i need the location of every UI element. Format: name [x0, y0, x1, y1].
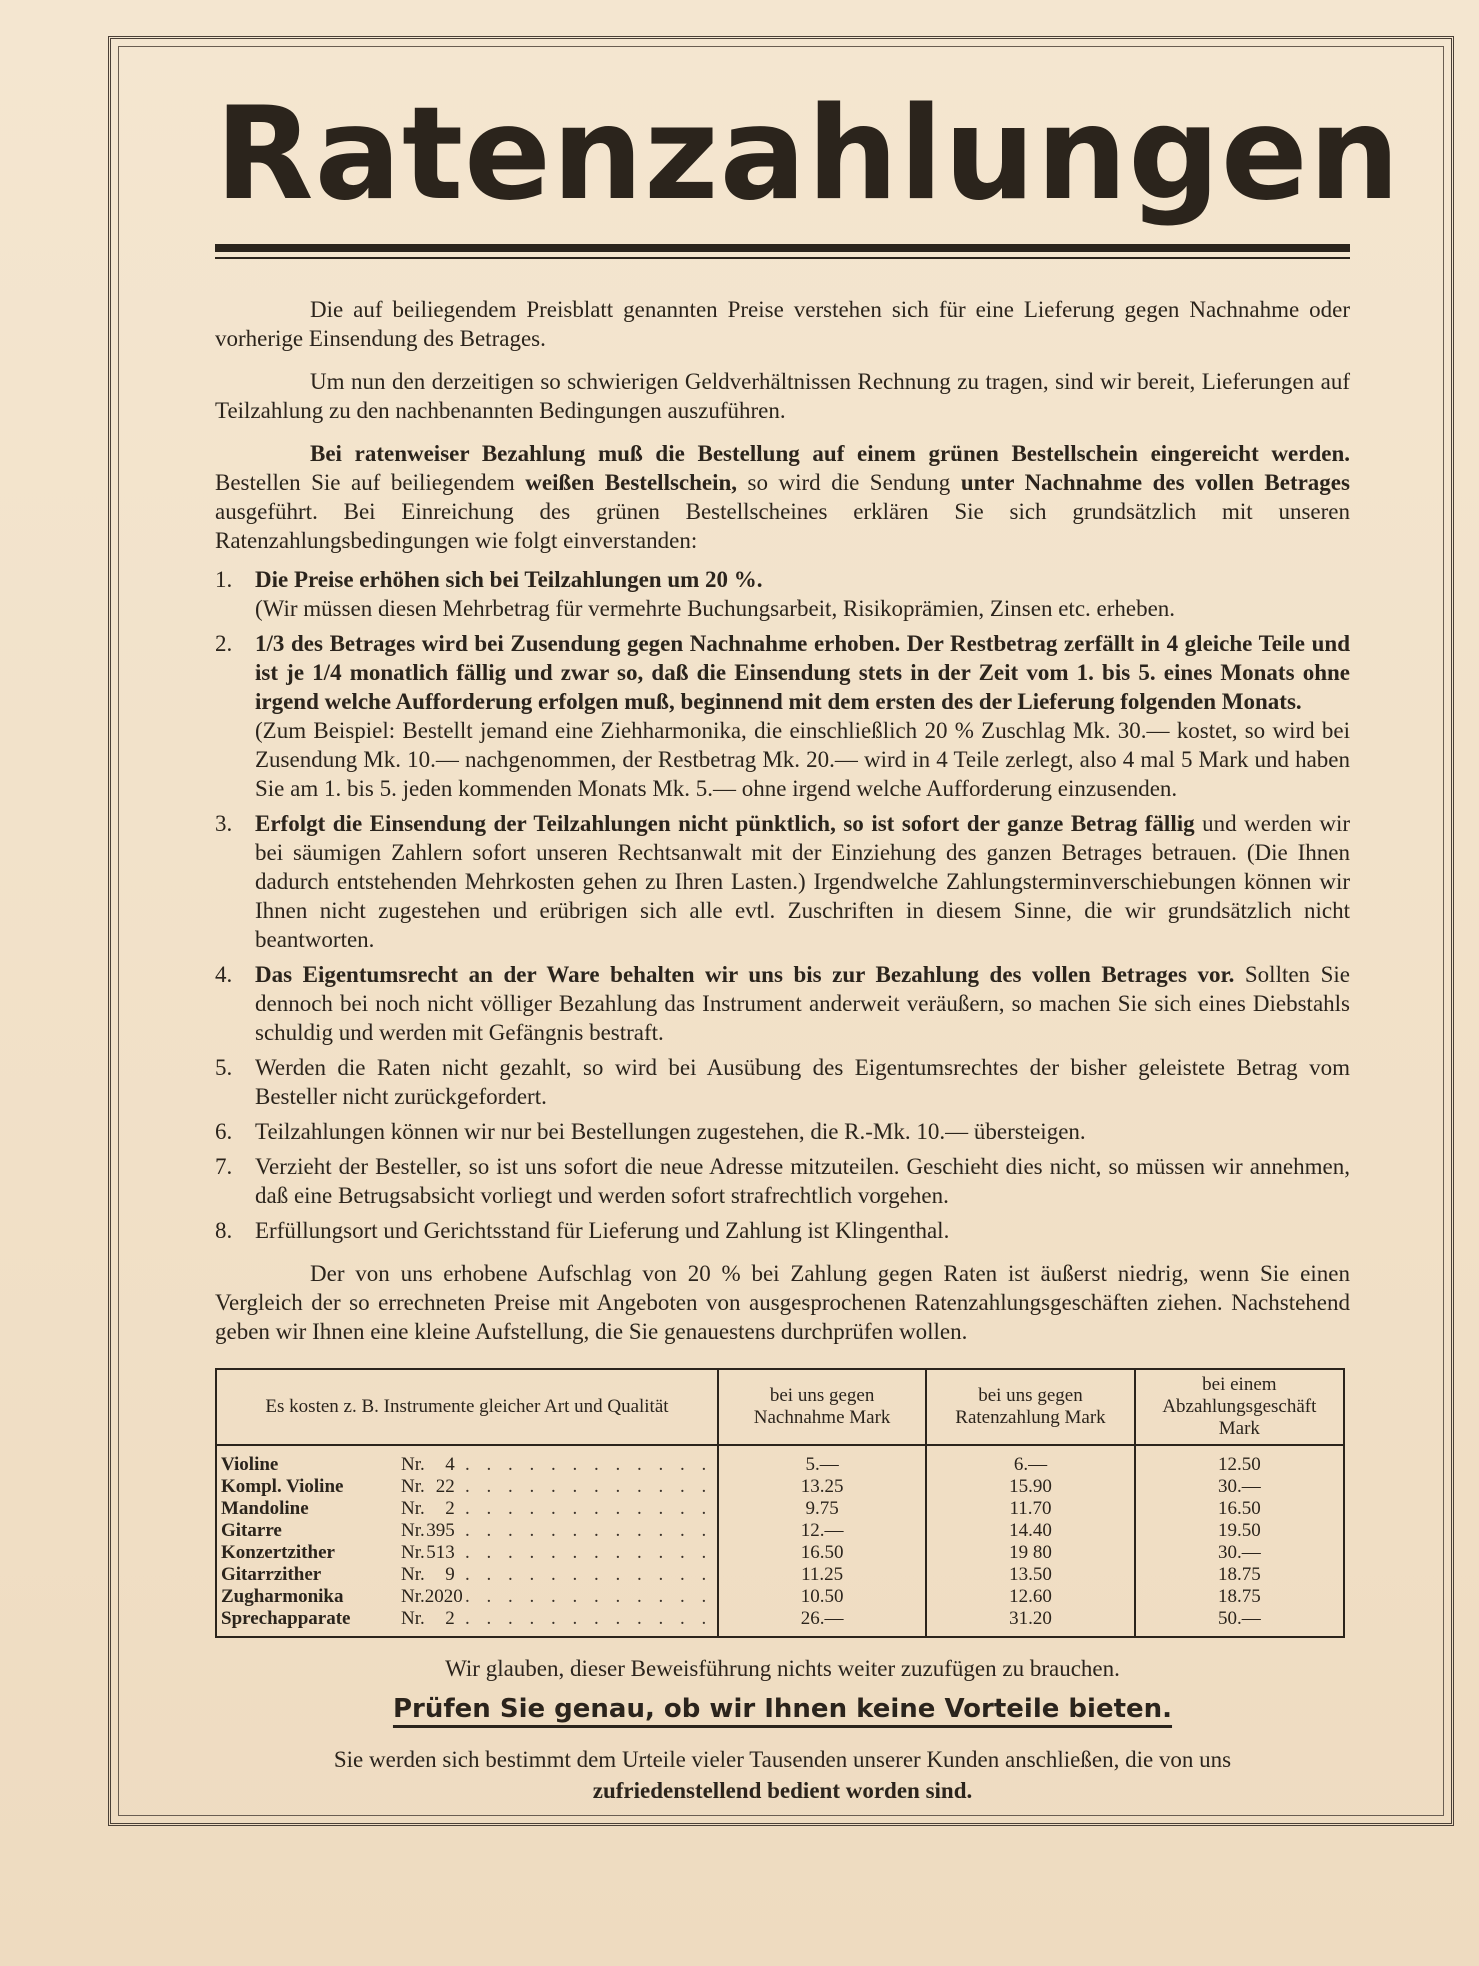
nr-cell	[401, 1542, 459, 1564]
cod-price: 10.50	[800, 1586, 844, 1607]
page-title: Ratenzahlungen	[215, 80, 1401, 229]
condition-item	[215, 629, 1350, 803]
installment-price: 31.20	[1009, 1608, 1052, 1629]
condition-item	[215, 1152, 1350, 1210]
conditions-list	[215, 565, 1350, 1245]
instrument-name: Zugharmonika	[221, 1586, 344, 1607]
nr-cell	[401, 1564, 459, 1586]
store-price: 30.—	[1217, 1542, 1261, 1563]
installment-price: 14.40	[1009, 1520, 1052, 1541]
condition-item	[215, 1117, 1350, 1146]
instrument-row: Gitarrzither Nr. 9 . . . . . . . . . . . .	[221, 1564, 713, 1585]
instrument-name: Gitarre	[221, 1520, 282, 1541]
instrument-row: Violine Nr. 4 . . . . . . . . . . . .	[221, 1454, 713, 1475]
instrument-row: Kompl. Violine Nr. 22 . . . . . . . . . . . .	[221, 1476, 713, 1497]
nr-label: Nr.	[401, 1498, 425, 1519]
intro-paragraph-2: Um nun den derzeitigen so schwierigen Geldverhältnissen Rechnung zu tragen, sind wir bereit, Lieferungen auf Teilzahlung zu den nachbenannten Bedingungen auszuführen.	[215, 369, 1350, 423]
intro-paragraph-1: Die auf beiliegendem Preisblatt genannten Preise verstehen sich für eine Lieferung gegen Nachnahme oder vorherige Einsendung des Betrages.	[215, 297, 1350, 351]
condition-item	[215, 1216, 1350, 1245]
cod-price: 16.50	[800, 1542, 844, 1563]
nr-label: Nr.	[401, 1520, 425, 1541]
item-number: 3.	[215, 811, 233, 836]
item-text: Teilzahlungen können wir nur bei Bestellungen zugestehen, die R.-Mk. 10.— übersteigen.	[255, 1119, 1086, 1144]
cash-on-delivery-label: unter Nachnahme des vollen Betrages	[960, 470, 1350, 495]
nr-cell	[401, 1520, 459, 1542]
nr-value: 395	[426, 1520, 455, 1541]
nr-label: Nr.	[401, 1586, 425, 1607]
title-rule-thick	[215, 244, 1350, 252]
closing-paragraph: Der von uns erhobene Aufschlag von 20 % bei Zahlung gegen Raten ist äußerst niedrig, wenn Sie einen Vergleich der so errechneten Preise mit Angeboten von ausgesprochenen Ratenzahlungsgeschäften ziehen. Nachstehend geben wir Ihnen eine kleine Aufstellung, die Sie genauestens durchprüfen wollen.	[215, 1261, 1350, 1344]
p3-text-2: so wird die Sendung	[737, 470, 961, 495]
item-text: Werden die Raten nicht gezahlt, so wird bei Ausübung des Eigentumsrechtes der bisher geleistete Betrag vom Besteller nicht zurückgefordert.	[255, 1055, 1350, 1109]
item-number: 2.	[215, 631, 233, 656]
footer-line-1: Wir glauben, dieser Beweisführung nichts weiter zuzufügen zu brauchen.	[445, 1656, 1120, 1681]
item-text: (Zum Beispiel: Bestellt jemand eine Ziehharmonika, die einschließlich 20 % Zuschlag Mk. 30.— kostet, so wird bei Zusendung Mk. 10.— nachgenommen, der Restbetrag Mk. 20.— wird in 4 Teile zerlegt, also 4 mal 5 Mark und haben Sie am 1. bis 5. jeden kommenden Monats Mk. 5.— ohne irgend welche Aufforderung einzusenden.	[255, 718, 1350, 801]
item-number: 8.	[215, 1218, 233, 1243]
table-header-row	[216, 1369, 1344, 1445]
item-number: 6.	[215, 1119, 233, 1144]
item-text: Erfüllungsort und Gerichtsstand für Lieferung und Zahlung ist Klingenthal.	[255, 1218, 950, 1243]
condition-item	[215, 960, 1350, 1047]
item-bold-text: Erfolgt die Einsendung der Teilzahlungen nicht pünktlich, so ist sofort der ganze Betrag fällig	[255, 811, 1195, 836]
installment-price: 11.70	[1009, 1498, 1052, 1519]
nr-value: 9	[445, 1564, 455, 1585]
header-cod: bei uns gegen Nachnahme Mark	[718, 1369, 926, 1445]
installment-price: 6.—	[1013, 1454, 1048, 1475]
instrument-name: Kompl. Violine	[221, 1476, 344, 1497]
cod-price: 13.25	[800, 1476, 844, 1497]
condition-item	[215, 565, 1350, 623]
header-installment-store: bei einem Abzahlungsgeschäft Mark	[1135, 1369, 1344, 1445]
cod-price: 26.—	[800, 1608, 844, 1629]
nr-label: Nr.	[401, 1476, 425, 1497]
condition-item	[215, 809, 1350, 954]
nr-value: 513	[426, 1542, 455, 1563]
installment-price: 13.50	[1009, 1564, 1052, 1585]
header-instrument: Es kosten z. B. Instrumente gleicher Art und Qualität	[216, 1369, 718, 1445]
item-number: 7.	[215, 1154, 233, 1179]
instrument-name: Gitarrzither	[221, 1564, 322, 1585]
item-number: 1.	[215, 567, 233, 592]
instrument-row: Konzertzither Nr.513 . . . . . . . . . . . .	[221, 1542, 713, 1563]
footer-section	[215, 1654, 1350, 1805]
instrument-name: Sprechapparate	[221, 1608, 351, 1629]
store-price: 18.75	[1217, 1586, 1261, 1607]
installment-price: 19 80	[1009, 1542, 1052, 1563]
instrument-row: Sprechapparate Nr. 2 . . . . . . . . . . . .	[221, 1608, 713, 1629]
footer-headline: Prüfen Sie genau, ob wir Ihnen keine Vorteile bieten.	[392, 1694, 1173, 1724]
price-comparison-table	[215, 1368, 1345, 1638]
nr-label: Nr.	[401, 1454, 425, 1475]
title-rule-thin	[215, 257, 1350, 259]
white-form-label: weißen Bestellschein,	[525, 470, 738, 495]
nr-value: 22	[435, 1476, 455, 1497]
item-text: Verzieht der Besteller, so ist uns sofort die neue Adresse mitzuteilen. Geschieht dies nicht, so müssen wir annehmen, daß eine Betrugsabsicht vorliegt und werden sofort strafrechtlich vorgehen.	[255, 1154, 1350, 1208]
p3-text-3: ausgeführt. Bei Einreichung des grünen Bestellscheines erklären Sie sich grundsätzlich mit unseren Ratenzahlungsbedingungen wie folgt einverstanden:	[215, 499, 1350, 553]
nr-value: 2020	[424, 1586, 463, 1607]
document-body	[215, 80, 1401, 1805]
store-price: 50.—	[1217, 1608, 1261, 1629]
cod-price: 12.—	[800, 1520, 844, 1541]
instrument-row: Zugharmonika Nr.2020 . . . . . . . . . . . .	[221, 1586, 713, 1607]
intro-section	[215, 295, 1350, 1346]
order-form-paragraph	[215, 439, 1350, 555]
nr-value: 2	[445, 1608, 455, 1629]
nr-label: Nr.	[401, 1564, 425, 1585]
nr-value: 4	[445, 1454, 455, 1475]
condition-item	[215, 1053, 1350, 1111]
instrument-name: Mandoline	[221, 1498, 309, 1519]
instrument-row: Gitarre Nr.395 . . . . . . . . . . . .	[221, 1520, 713, 1541]
item-bold-text: Das Eigentumsrecht an der Ware behalten wir uns bis zur Bezahlung des vollen Betrages vor.	[255, 962, 1235, 987]
nr-cell	[401, 1608, 459, 1630]
header-installment: bei uns gegen Ratenzahlung Mark	[926, 1369, 1134, 1445]
installment-price: 12.60	[1009, 1586, 1052, 1607]
instrument-row: Mandoline Nr. 2 . . . . . . . . . . . .	[221, 1498, 713, 1519]
item-text: Sollten Sie dennoch bei noch nicht völliger Bezahlung das Instrument anderweit veräußern, so machen Sie sich eines Diebstahls schuldig und werden mit Gefängnis bestraft.	[255, 962, 1350, 1045]
green-form-rule: Bei ratenweiser Bezahlung muß die Bestellung auf einem grünen Bestellschein eingereicht werden.	[310, 441, 1350, 466]
item-text: und werden wir bei säumigen Zahlern sofort unseren Rechtsanwalt mit der Einziehung des ganzen Betrages betrauen. (Die Ihnen dadurch entstehenden Mehrkosten gehen zu Ihren Lasten.) Irgendwelche Zahlungsterminverschiebungen können wir Ihnen nicht zugestehen und erübrigen sich alle evtl. Zuschriften in diesem Sinne, die wir grundsätzlich nicht beantworten.	[255, 811, 1350, 952]
nr-cell	[401, 1454, 459, 1476]
cod-price: 9.75	[805, 1498, 839, 1519]
instrument-column	[216, 1445, 718, 1637]
cod-price: 11.25	[801, 1564, 844, 1585]
instrument-name: Konzertzither	[221, 1542, 335, 1563]
installment-price: 15.90	[1009, 1476, 1052, 1497]
table-body-row	[216, 1445, 1344, 1637]
nr-label: Nr.	[401, 1542, 425, 1563]
store-price: 30.—	[1217, 1476, 1261, 1497]
cod-price: 5.—	[805, 1454, 839, 1475]
nr-cell	[401, 1498, 459, 1520]
cod-price-column	[718, 1445, 926, 1637]
nr-label: Nr.	[401, 1608, 425, 1629]
store-price-column	[1135, 1445, 1344, 1637]
nr-cell	[401, 1586, 463, 1608]
item-bold-text: Die Preise erhöhen sich bei Teilzahlungen um 20 %.	[255, 567, 763, 592]
item-number: 5.	[215, 1055, 233, 1080]
store-price: 18.75	[1217, 1564, 1261, 1585]
footer-line-2: Sie werden sich bestimmt dem Urteile vieler Tausenden unserer Kunden anschließen, die von uns	[333, 1747, 1232, 1772]
footer-line-3: zufriedenstellend bedient worden sind.	[592, 1778, 973, 1803]
store-price: 16.50	[1217, 1498, 1261, 1519]
nr-cell	[401, 1476, 459, 1498]
installment-price-column	[926, 1445, 1134, 1637]
p3-text-1: Bestellen Sie auf beiliegendem	[215, 470, 526, 495]
instrument-name: Violine	[221, 1454, 279, 1475]
item-number: 4.	[215, 962, 233, 987]
store-price: 19.50	[1217, 1520, 1261, 1541]
item-text: (Wir müssen diesen Mehrbetrag für vermehrte Buchungsarbeit, Risikoprämien, Zinsen etc. erheben.	[255, 596, 1176, 621]
item-bold-text: 1/3 des Betrages wird bei Zusendung gegen Nachnahme erhoben. Der Restbetrag zerfällt in 4 gleiche Teile und ist je 1/4 monatlich fällig und zwar so, daß die Einsendung stets in der Zeit vom 1. bis 5. eines Monats ohne irgend welche Aufforderung erfolgen muß, beginnend mit dem ersten des der Lieferung folgenden Monats.	[255, 631, 1350, 714]
nr-value: 2	[445, 1498, 455, 1519]
store-price: 12.50	[1217, 1454, 1261, 1475]
